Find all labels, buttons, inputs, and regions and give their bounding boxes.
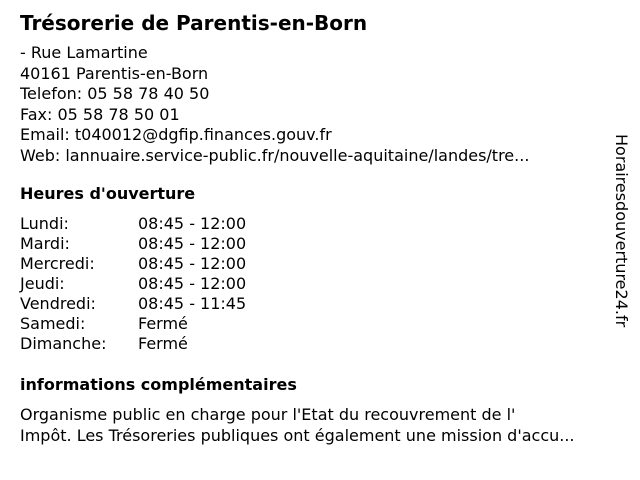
day-label: Mercredi:	[20, 254, 95, 273]
day-label: Lundi:	[20, 214, 69, 233]
phone-number: Telefon: 05 58 78 40 50	[20, 84, 210, 103]
day-label: Samedi:	[20, 314, 86, 333]
opening-hours-list	[20, 214, 246, 354]
additional-info-heading: informations complémentaires	[20, 375, 297, 394]
email-address: Email: t040012@dgfip.finances.gouv.fr	[20, 125, 332, 144]
info-line: Organisme public en charge pour l'Etat du recouvrement de l'	[20, 405, 516, 424]
hours-row-thursday	[20, 274, 246, 294]
hours-row-saturday	[20, 314, 246, 334]
info-line: Impôt. Les Trésoreries publiques ont également une mission d'accu...	[20, 425, 575, 445]
hours-row-sunday	[20, 334, 246, 354]
additional-info-text	[20, 405, 630, 446]
page-title: Trésorerie de Parentis-en-Born	[20, 11, 368, 35]
city-address: 40161 Parentis-en-Born	[20, 63, 209, 83]
day-hours: Fermé	[138, 334, 188, 353]
web-address: Web: lannuaire.service-public.fr/nouvelle-aquitaine/landes/tre...	[20, 145, 530, 165]
day-hours: 08:45 - 11:45	[138, 294, 247, 313]
day-label: Mardi:	[20, 234, 70, 253]
day-hours: 08:45 - 12:00	[138, 214, 247, 233]
day-label: Vendredi:	[20, 294, 96, 313]
hours-row-tuesday	[20, 234, 246, 254]
fax-number: Fax: 05 58 78 50 01	[20, 104, 180, 124]
day-hours: 08:45 - 12:00	[138, 234, 247, 253]
day-hours: 08:45 - 12:00	[138, 254, 247, 273]
site-watermark: Horairesdouverture24.fr	[612, 134, 631, 328]
day-label: Jeudi:	[20, 274, 65, 293]
opening-hours-heading: Heures d'ouverture	[20, 184, 196, 203]
day-hours: 08:45 - 12:00	[138, 274, 247, 293]
day-label: Dimanche:	[20, 334, 107, 353]
contact-block	[20, 43, 600, 166]
hours-row-friday	[20, 294, 246, 314]
hours-row-wednesday	[20, 254, 246, 274]
street-address: - Rue Lamartine	[20, 43, 148, 62]
day-hours: Fermé	[138, 314, 188, 333]
hours-row-monday	[20, 214, 246, 234]
